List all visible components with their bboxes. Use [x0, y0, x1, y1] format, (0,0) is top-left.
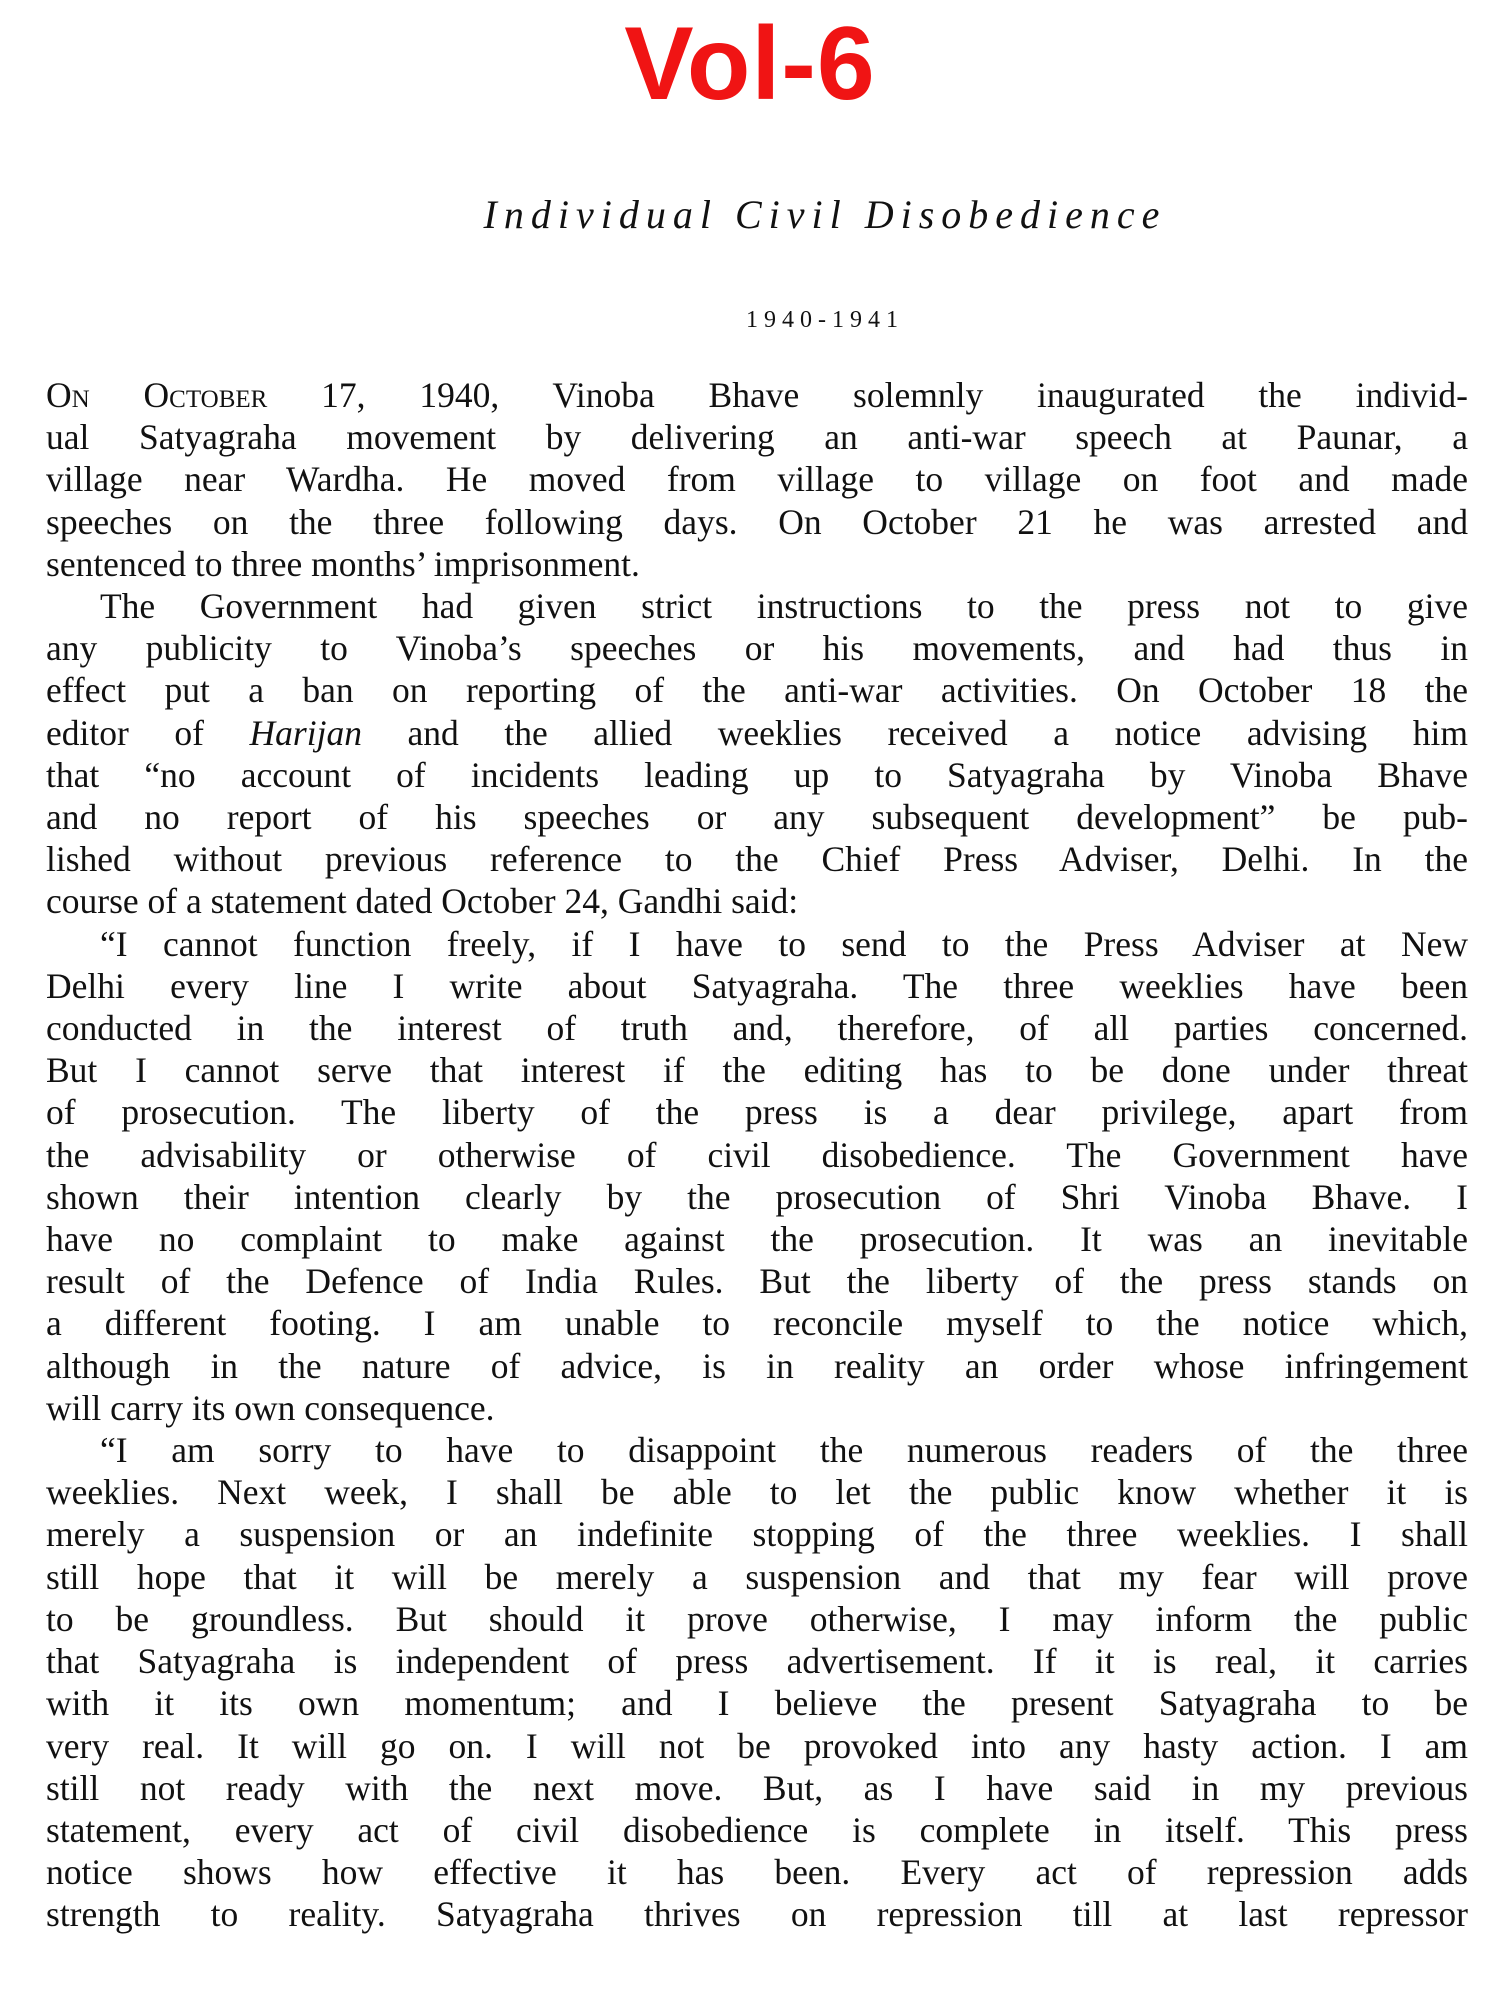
- text-line: speeches on the three following days. On October 21 he was arrested and: [46, 501, 1468, 542]
- text-line: and no report of his speeches or any subsequent development” be pub-: [46, 797, 1468, 838]
- text-line: with it its own momentum; and I believe the present Satyagraha to be: [46, 1683, 1468, 1724]
- text-line: the advisability or otherwise of civil disobedience. The Government have: [46, 1134, 1468, 1175]
- text-line: ual Satyagraha movement by delivering an anti-war speech at Paunar, a: [46, 417, 1468, 458]
- text-line: sentenced to three months’ imprisonment.: [46, 543, 640, 584]
- chapter-title: Individual Civil Disobedience: [483, 192, 1167, 237]
- text-line: that Satyagraha is independent of press advertisement. If it is real, it carries: [46, 1641, 1468, 1682]
- text-line: course of a statement dated October 24, Gandhi said:: [46, 881, 799, 922]
- body-text: [46, 374, 1468, 1936]
- text-line: very real. It will go on. I will not be provoked into any hasty action. I am: [46, 1725, 1468, 1766]
- text-line: conducted in the interest of truth and, therefore, of all parties concerned.: [46, 1008, 1468, 1049]
- text-line: still not ready with the next move. But, as I have said in my previous: [46, 1767, 1468, 1808]
- text-line: statement, every act of civil disobedience is complete in itself. This press: [46, 1809, 1468, 1850]
- chapter-years: 1940-1941: [746, 307, 904, 333]
- text-line: still hope that it will be merely a suspension and that my fear will prove: [46, 1556, 1468, 1597]
- text-line: strength to reality. Satyagraha thrives on repression till at last repressor: [46, 1894, 1468, 1935]
- paragraph-4: [46, 1429, 1468, 1935]
- text-line: result of the Defence of India Rules. But the liberty of the press stands on: [46, 1261, 1468, 1302]
- text-line: shown their intention clearly by the prosecution of Shri Vinoba Bhave. I: [46, 1176, 1468, 1217]
- text-line: have no complaint to make against the prosecution. It was an inevitable: [46, 1219, 1468, 1260]
- text-line: village near Wardha. He moved from village to village on foot and made: [46, 459, 1468, 500]
- text-line: “I cannot function freely, if I have to send to the Press Adviser at New: [100, 923, 1468, 964]
- text-line: But I cannot serve that interest if the editing has to be done under threat: [46, 1050, 1468, 1091]
- text-line: merely a suspension or an indefinite stopping of the three weeklies. I shall: [46, 1514, 1468, 1555]
- text-line: lished without previous reference to the Chief Press Adviser, Delhi. In the: [46, 839, 1468, 880]
- paragraph-2: [46, 585, 1468, 923]
- text-line: of prosecution. The liberty of the press is a dear privilege, apart from: [46, 1092, 1468, 1133]
- text-line: although in the nature of advice, is in reality an order whose infringement: [46, 1345, 1468, 1386]
- text-line: that “no account of incidents leading up to Satyagraha by Vinoba Bhave: [46, 754, 1468, 795]
- italic-title-harijan: Harijan: [249, 712, 362, 753]
- text-line: a different footing. I am unable to reconcile myself to the notice which,: [46, 1303, 1468, 1344]
- text-line: notice shows how effective it has been. Every act of repression adds: [46, 1852, 1468, 1893]
- text-line: “I am sorry to have to disappoint the numerous readers of the three: [100, 1430, 1468, 1471]
- small-caps-opening: On October: [46, 375, 268, 415]
- text-line: effect put a ban on reporting of the anti-war activities. On October 18 the: [46, 670, 1468, 711]
- text-line: any publicity to Vinoba’s speeches or his movements, and had thus in: [46, 628, 1468, 669]
- paragraph-3: [46, 923, 1468, 1429]
- text-line: weeklies. Next week, I shall be able to let the public know whether it is: [46, 1472, 1468, 1513]
- text-line: The Government had given strict instructions to the press not to give: [100, 586, 1468, 627]
- text-line: editor of Harijan and the allied weeklies received a notice advising him: [46, 712, 1468, 753]
- text-line: Delhi every line I write about Satyagraha. The three weeklies have been: [46, 965, 1468, 1006]
- text-line: to be groundless. But should it prove otherwise, I may inform the public: [46, 1598, 1468, 1639]
- paragraph-1: [46, 374, 1468, 585]
- volume-label: Vol-6: [624, 6, 876, 122]
- text-line: will carry its own consequence.: [46, 1387, 495, 1428]
- text-line: On October 17, 1940, Vinoba Bhave solemnly inaugurated the individ-: [46, 375, 1468, 415]
